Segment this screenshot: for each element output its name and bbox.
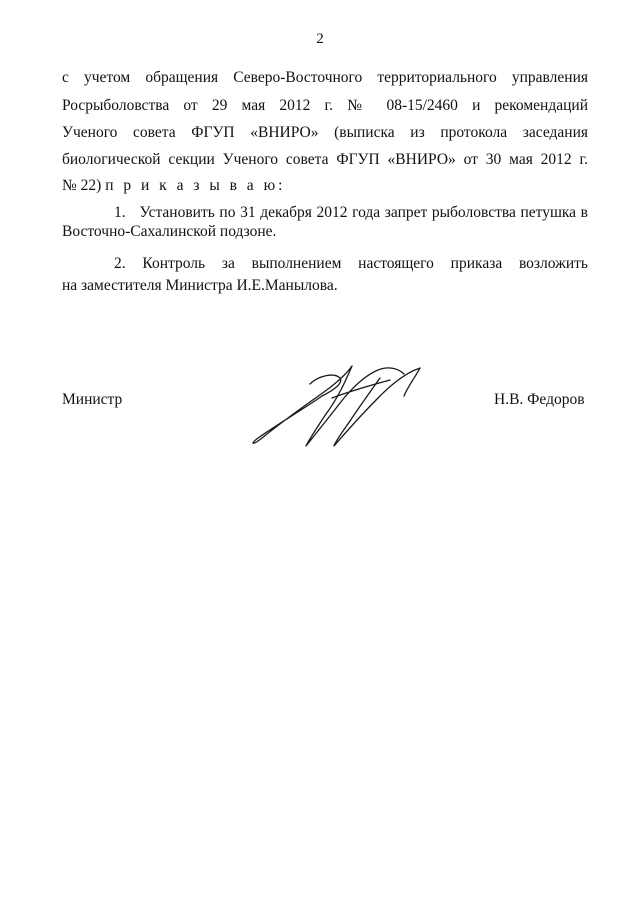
page-number: 2 [316, 31, 324, 47]
body-line-3: Ученого совета ФГУП «ВНИРО» (выписка из протокола заседания [62, 124, 588, 141]
item-1-number: 1. [114, 204, 126, 221]
signatory-position: Министр [62, 391, 123, 408]
body-line-1: с учетом обращения Северо-Восточного территориального управления [62, 69, 588, 86]
item-2-number: 2. [114, 255, 126, 272]
signature-stroke-3 [334, 368, 420, 446]
body-line-2: Росрыболовства от 29 мая 2012 г. № 08-15/2460 и рекомендаций [62, 97, 588, 114]
item-2-line-1 [114, 254, 588, 273]
signature-stroke-2 [306, 366, 404, 446]
order-verb: п р и к а з ы в а ю: [105, 177, 286, 194]
item-1-line-2: Восточно-Сахалинской подзоне. [62, 223, 277, 240]
item-1-line-1 [114, 203, 588, 222]
order-number-ref: № 22) [62, 177, 102, 194]
signature-stroke-1 [253, 366, 352, 443]
body-line-4: биологической секции Ученого совета ФГУП «ВНИРО» от 30 мая 2012 г. [62, 151, 588, 168]
item-2-text: Контроль за выполнением настоящего приказа возложить [142, 255, 589, 272]
item-2-line-2: на заместителя Министра И.Е.Манылова. [62, 277, 338, 294]
body-line-5 [62, 176, 588, 195]
handwritten-signature [248, 362, 438, 452]
signatory-name: Н.В. Федоров [494, 391, 585, 408]
item-1-text: Установить по 31 декабря 2012 года запрет рыболовства петушка в [139, 204, 588, 221]
